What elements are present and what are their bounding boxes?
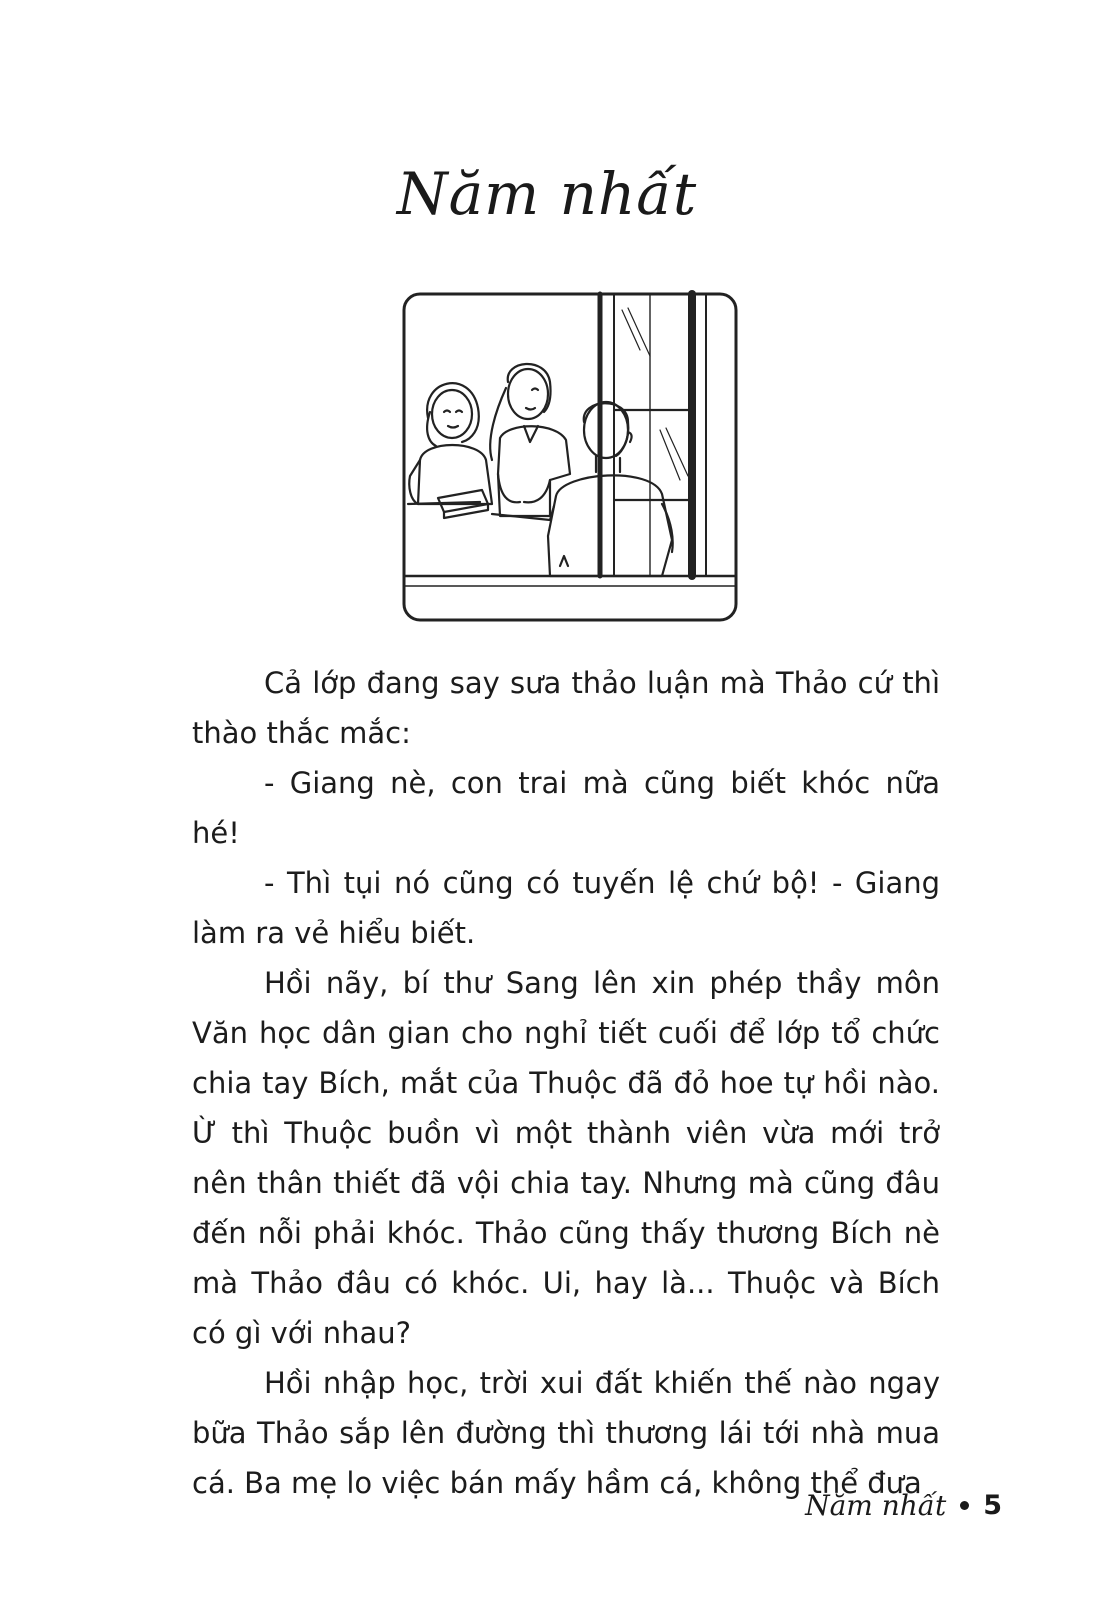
classroom-illustration <box>400 290 740 626</box>
page-footer <box>805 1485 1002 1525</box>
running-title: Năm nhất <box>805 1488 947 1522</box>
paragraph: - Giang nè, con trai mà cũng biết khóc nữa hé! <box>192 766 940 850</box>
chapter-body <box>192 658 940 1508</box>
chapter-title: Năm nhất <box>396 160 698 228</box>
bullet-icon <box>960 1501 969 1510</box>
paragraph: - Thì tụi nó cũng có tuyến lệ chứ bộ! - Giang làm ra vẻ hiểu biết. <box>192 866 940 950</box>
paragraph: Hồi nhập học, trời xui đất khiến thế nào ngay bữa Thảo sắp lên đường thì thương lái tới nhà mua cá. Ba mẹ lo việc bán mấy hầm cá, không thể đưa <box>192 1366 940 1500</box>
paragraph: Cả lớp đang say sưa thảo luận mà Thảo cứ thì thào thắc mắc: <box>192 666 940 750</box>
page-number: 5 <box>983 1489 1002 1521</box>
paragraph: Hồi nãy, bí thư Sang lên xin phép thầy môn Văn học dân gian cho nghỉ tiết cuối để lớp tổ chức chia tay Bích, mắt của Thuộc đã đỏ hoe tự hồi nào. Ừ thì Thuộc buồn vì một thành viên vừa mới trở nên thân thiết đã vội chia tay. Nhưng mà cũng đâu đến nỗi phải khóc. Thảo cũng thấy thương Bích nè mà Thảo đâu có khóc. Ui, hay là... Thuộc và Bích có gì với nhau? <box>192 966 940 1350</box>
